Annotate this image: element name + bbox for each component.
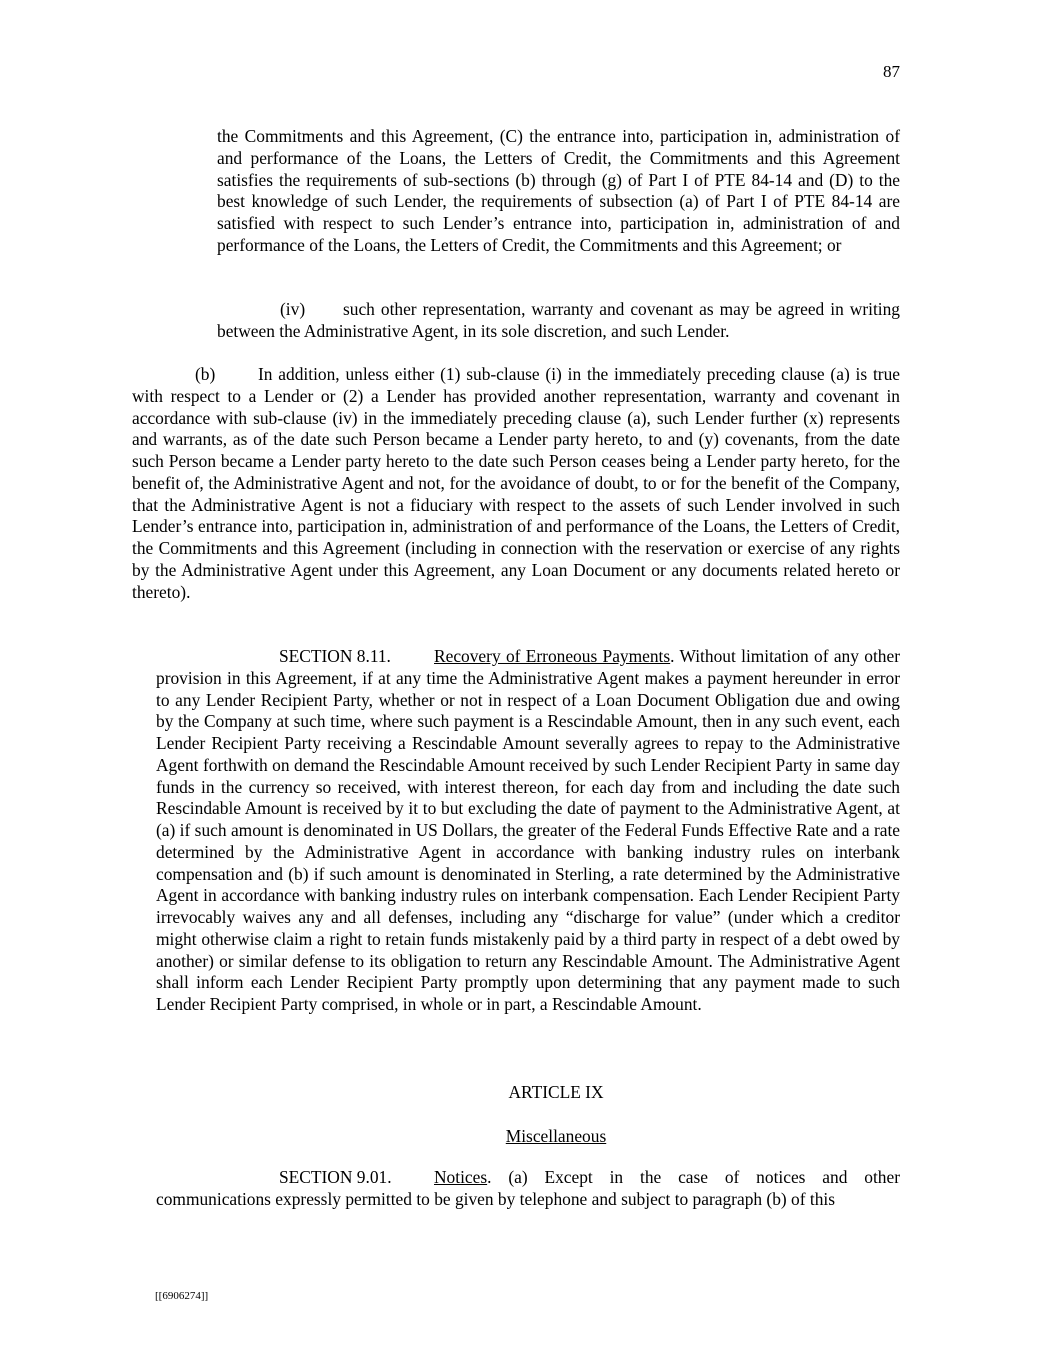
section-8-11-text: . Without limitation of any other provision in this Agreement, if at any time the Administrative Agent makes a payment hereunder in error to any Lender Recipient Party, whether or not in respect of a Loan Document Obligation due and owing by the Company at such time, where such payment is a Rescindable Amount, then in any such event, each Lender Recipient Party receiving a Rescindable Amount severally agrees to repay to the Administrative Agent forthwith on demand the Rescindable Amount received by such Lender Recipient Party in same day funds in the currency so received, with interest thereon, for each day from and including the date such Rescindable Amount is received by it to but excluding the date of payment to the Administrative Agent, at (a) if such amount is denominated in US Dollars, the greater of the Federal Funds Effective Rate and a rate determined by the Administrative Agent in accordance with banking industry rules on interbank compensation and (b) if such amount is denominated in Sterling, a rate determined by the Administrative Agent in accordance with banking industry rules on interbank compensation. Each Lender Recipient Party irrevocably waives any and all defenses, including any “discharge for value” (under which a creditor might otherwise claim a right to retain funds mistakenly paid by a third party in respect of a debt owed by another) or similar defense to its obligation to return any Rescindable Amount. The Administrative Agent shall inform each Lender Recipient Party promptly upon determining that any payment made to such Lender Recipient Party comprised, in whole or in part, a Rescindable Amount. [156, 646, 900, 1014]
section-9-01-number: SECTION 9.01. [279, 1167, 392, 1187]
clause-iv-label: (iv) [280, 299, 306, 319]
article-heading: ARTICLE IX [508, 1082, 604, 1102]
section-9-01 [156, 1167, 900, 1211]
paragraph-continuation: the Commitments and this Agreement, (C) the entrance into, participation in, administration of and performance of the Loans, the Letters of Credit, the Commitments and this Agreement satisfies the requirements of sub-sections (b) through (g) of Part I of PTE 84-14 and (D) to the best knowledge of such Lender, the requirements of subsection (a) of Part I of PTE 84-14 are satisfied with respect to such Lender’s entrance into, participation in, administration of and performance of the Loans, the Letters of Credit, the Commitments and this Agreement; or [217, 126, 900, 255]
clause-iv-text: such other representation, warranty and covenant as may be agreed in writing between the Administrative Agent, in its sole discretion, and such Lender. [217, 299, 900, 341]
document-id-footer: [[6906274]] [155, 1290, 209, 1302]
section-8-11 [156, 646, 900, 1016]
section-9-01-text: . (a) Except in the case of notices and other communications expressly permitted to be given by telephone and subject to paragraph (b) of this [156, 1167, 900, 1209]
clause-b-label: (b) [195, 364, 216, 384]
clause-b [132, 364, 900, 603]
section-8-11-number: SECTION 8.11. [279, 646, 391, 666]
clause-b-text: In addition, unless either (1) sub-clause (i) in the immediately preceding clause (a) is true with respect to a Lender or (2) a Lender has provided another representation, warranty and covenant in accordance with sub-clause (iv) in the immediately preceding clause (a), such Lender further (x) represents and warrants, as of the date such Person became a Lender party hereto, to and (y) covenants, from the date such Person became a Lender party hereto to the date such Person ceases being a Lender party hereto, for the benefit of, the Administrative Agent and not, for the avoidance of doubt, to or for the benefit of the Company, that the Administrative Agent is not a fiduciary with respect to the assets of such Lender involved in such Lender’s entrance into, participation in, administration of and performance of the Loans, the Letters of Credit, the Commitments and this Agreement (including in connection with the reservation or exercise of any rights by the Administrative Agent under this Agreement, any Loan Document or any documents related hereto or thereto). [132, 364, 900, 602]
clause-iv [217, 299, 900, 343]
section-8-11-title: Recovery of Erroneous Payments [434, 646, 671, 666]
section-9-01-title: Notices [434, 1167, 488, 1187]
page-number: 87 [883, 62, 900, 81]
article-title: Miscellaneous [505, 1126, 607, 1146]
